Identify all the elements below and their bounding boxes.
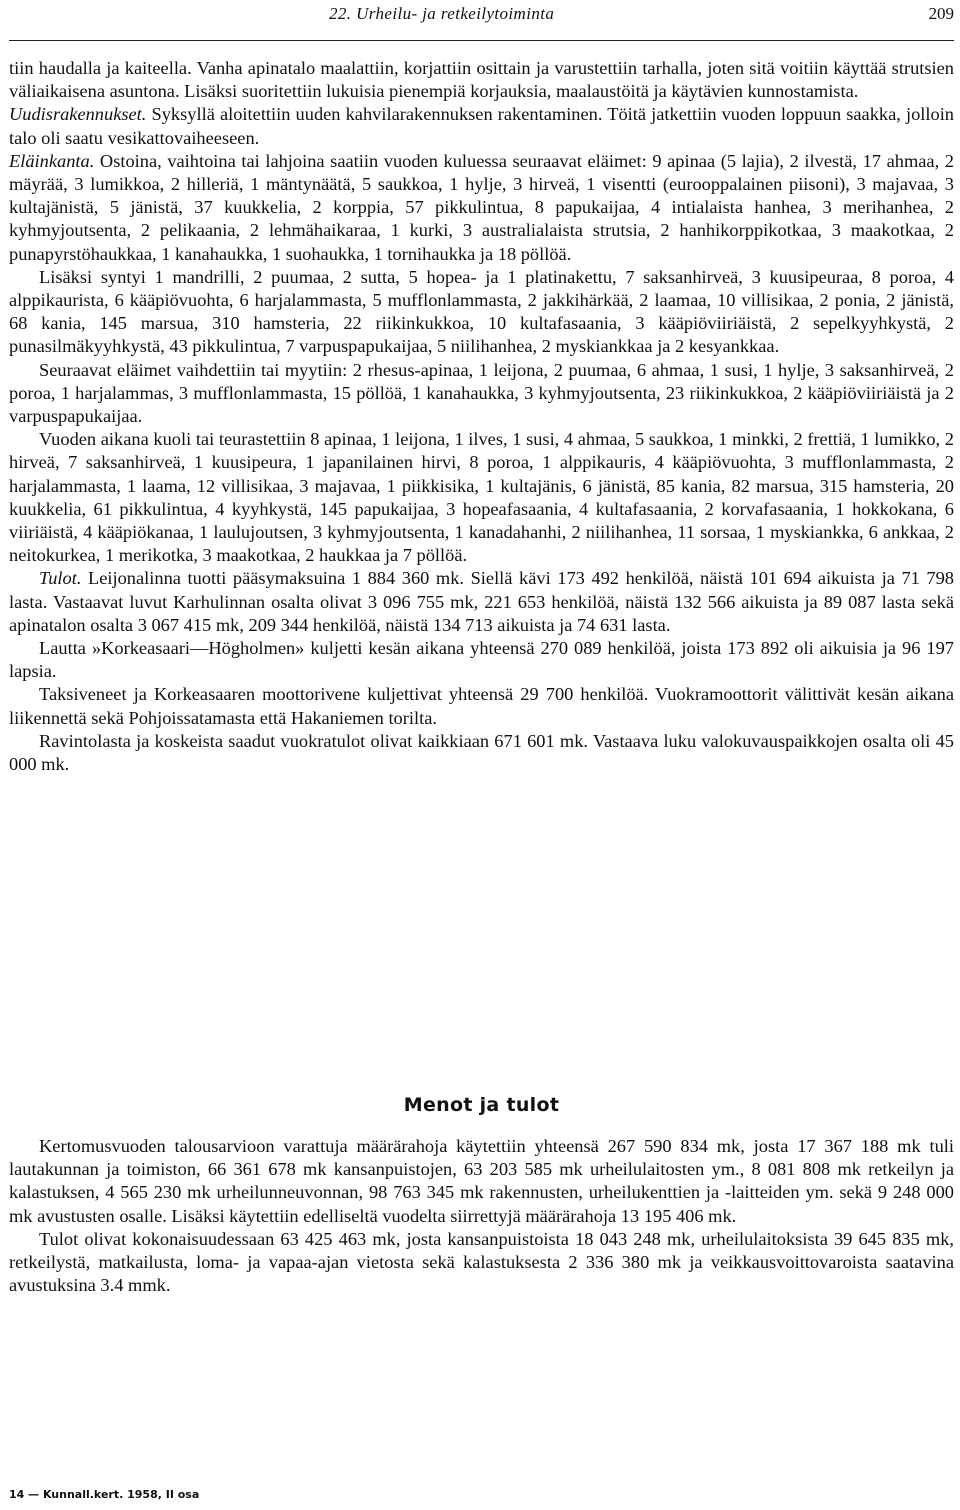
section-heading: Menot ja tulot	[403, 1094, 560, 1116]
paragraph	[9, 428, 954, 567]
paragraph-text: Leijonalinna tuotti pääsymaksuina 1 884 360 mk. Siellä kävi 173 492 henkilöä, näistä 101 694 aikuista ja 71 798 lasta. Vastaavat luvut Karhulinnan osalta olivat 3 096 755 mk, 221 653 henkilöä, näistä 132 566 aikuista ja 89 087 lasta sekä apinatalon osalta 3 067 415 mk, 209 344 henkilöä, näistä 134 713 aikuista ja 74 631 lasta.	[9, 568, 954, 635]
paragraph-text: Lisäksi syntyi 1 mandrilli, 2 puumaa, 2 sutta, 5 hopea- ja 1 platinakettu, 7 saksanhirveä, 3 kuusipeuraa, 8 poroa, 4 alppikauristа, 6 kääpiövuohta, 6 harjalammasta, 5 mufflonlammasta, 2 jakkihärkää, 2 laamaa, 10 villisikaa, 2 ponia, 2 jänistä, 68 kania, 145 marsua, 310 hamsteria, 22 riikinkukkoa, 10 kultafasaania, 3 kääpiöviiriäistä, 2 sepelkyyhkystä, 2 punasilmäkyyhkystä, 43 pikkulintua, 7 varpuspapukaijaa, 5 niilihanhea, 2 myskiankkaa ja 2 kesyankkaa.	[9, 266, 954, 357]
paragraph	[9, 683, 954, 729]
subheading: Eläinkanta.	[9, 150, 95, 171]
subheading: Uudisrakennukset.	[9, 104, 147, 125]
body-text	[9, 57, 954, 776]
paragraph: Kertomusvuoden talousarvioon varattuja määrärahoja käytettiin yhteensä 267 590 834 mk, josta 17 367 188 mk tuli lautakunnan ja toimiston, 66 361 678 mk kansanpuistojen, 63 203 585 mk urheilulaitosten ym., 8 081 808 mk retkeilyn ja kalastuksen, 4 565 230 mk urheilunneuvonnan, 98 763 345 mk rakennusten, urheilukenttien ja -laitteiden ym. sekä 9 248 000 mk avustusten osalle. Lisäksi käytettiin edelliseltä vuodelta siirrettyjä määrärahoja 13 195 406 mk.	[9, 1136, 954, 1226]
paragraph	[9, 637, 954, 683]
paragraph	[9, 359, 954, 429]
paragraph	[9, 150, 954, 266]
subheading: Tulot.	[39, 568, 82, 589]
paragraph-text: Lautta »Korkeasaari—Högholmen» kuljetti kesän aikana yhteensä 270 089 henkilöä, joista 173 892 oli aikuisia ja 96 197 lapsia.	[9, 638, 954, 682]
paragraph-text: Seuraavat eläimet vaihdettiin tai myytiin: 2 rhesus-apinaa, 1 leijona, 2 puumaa, 6 ahmaa, 1 susi, 1 hylje, 3 saksanhirveä, 2 poroa, 1 harjalammas, 3 mufflonlammasta, 15 pöllöä, 1 kanahaukka, 3 kyhmyjoutsenta, 23 riikinkukkoa, 2 kääpiöviiriäistä ja 2 varpuspapukaijaa.	[9, 359, 954, 427]
running-head	[9, 4, 954, 28]
paragraph-text: Ostoina, vaihtoina tai lahjoina saatiin vuoden kuluessa seuraavat eläimet: 9 apinaa (5 lajia), 2 ilvestä, 17 ahmaa, 2 mäyrää, 3 lumikkoa, 2 hilleriä, 1 mäntynäätä, 5 saukkoa, 1 hylje, 3 hirveä, 1 visentti (eurooppalainen piisoni), 3 majavaa, 3 kultajänistä, 5 jänistä, 37 kuukkelia, 2 korppia, 57 pikkulintua, 8 papukaijaa, 4 intialaista hanhea, 3 merihanhea, 2 kyhmyjoutsenta, 2 pelikaania, 2 lehmähaikaraa, 1 kurki, 3 australialaista strutsia, 2 hanhikorppikotkaa, 3 maakotkaa, 2 punapyrstöhaukkaa, 1 kanahaukka, 1 suohaukka, 1 tornihaukka ja 18 pöllöä.	[9, 150, 954, 264]
paragraph	[9, 567, 954, 637]
header-rule	[9, 40, 954, 41]
paragraph	[9, 266, 954, 359]
paragraph-text: Syksyllä aloitettiin uuden kahvilarakennuksen rakentaminen. Töitä jatkettiin vuoden loppuun saakka, jolloin talo oli saatu vesikattovaiheeseen.	[9, 104, 954, 148]
paragraph-text: tiin haudalla ja kaiteella. Vanha apinatalo maalattiin, korjattiin osittain ja varustettiin tarhalla, joten sitä voitiin käyttää strutsien väliaikaisena asuntona. Lisäksi suoritettiin lukuisia pienempiä korjauksia, maalaustöitä ja käytävien kunnostamista.	[9, 58, 954, 102]
paragraph	[9, 730, 954, 776]
paragraph-text: Ravintolasta ja koskeista saadut vuokratulot olivat kaikkiaan 671 601 mk. Vastaava luku valokuvauspaikkojen osalta oli 45 000 mk.	[9, 730, 954, 775]
paragraph-text: Vuoden aikana kuoli tai teurastettiin 8 apinaa, 1 leijona, 1 ilves, 1 susi, 4 ahmaa, 5 saukkoa, 1 minkki, 2 frettiä, 1 lumikko, 2 hirveä, 7 saksanhirveä, 1 kuusipeura, 1 japanilainen hirvi, 8 poroa, 1 alppikauris, 4 kääpiövuohta, 3 mufflonlammasta, 2 harjalammasta, 1 laama, 12 villisikaa, 3 majavaa, 1 piikkisika, 1 kultajänis, 6 jänistä, 85 kania, 82 marsua, 315 hamsteria, 20 kuukkelia, 61 pikkulintua, 4 kyyhkystä, 145 papukaijaa, 3 hopeafasaania, 4 kultafasaania, 2 korvafasaania, 1 hokkokana, 6 viiriäistä, 4 kääpiökanaa, 1 laulujoutsen, 3 kyhmyjoutsenta, 1 kanadahanhi, 2 niilihanhea, 11 sorsaa, 1 myskiankka, 6 ankkaa, 2 neitokurkea, 1 merikotka, 3 maakotkaa, 2 haukkaa ja 7 pöllöä.	[9, 429, 954, 566]
paragraph	[9, 57, 954, 103]
paragraph	[9, 103, 954, 149]
paragraph: Tulot olivat kokonaisuudessaan 63 425 463 mk, josta kansanpuistoista 18 043 248 mk, urheilulaitoksista 39 645 835 mk, retkeilystä, matkailusta, loma- ja vapaa-ajan vietosta sekä kalastuksesta 2 336 380 mk ja veikkausvoittovaroista saatavina avustuksina 3.4 mmk.	[9, 1228, 954, 1296]
section-body-text	[9, 1135, 954, 1297]
page-number: 209	[928, 4, 954, 23]
chapter-title: 22. Urheilu- ja retkeilytoiminta	[329, 4, 555, 23]
page-footer: 14 — Kunnall.kert. 1958, II osa	[9, 1488, 200, 1501]
paragraph-text: Taksiveneet ja Korkeasaaren moottorivene kuljettivat yhteensä 29 700 henkilöä. Vuokramoottorit välittivät kesän aikana liikennettä sekä Pohjoissatamasta että Hakaniemen torilta.	[9, 684, 954, 728]
